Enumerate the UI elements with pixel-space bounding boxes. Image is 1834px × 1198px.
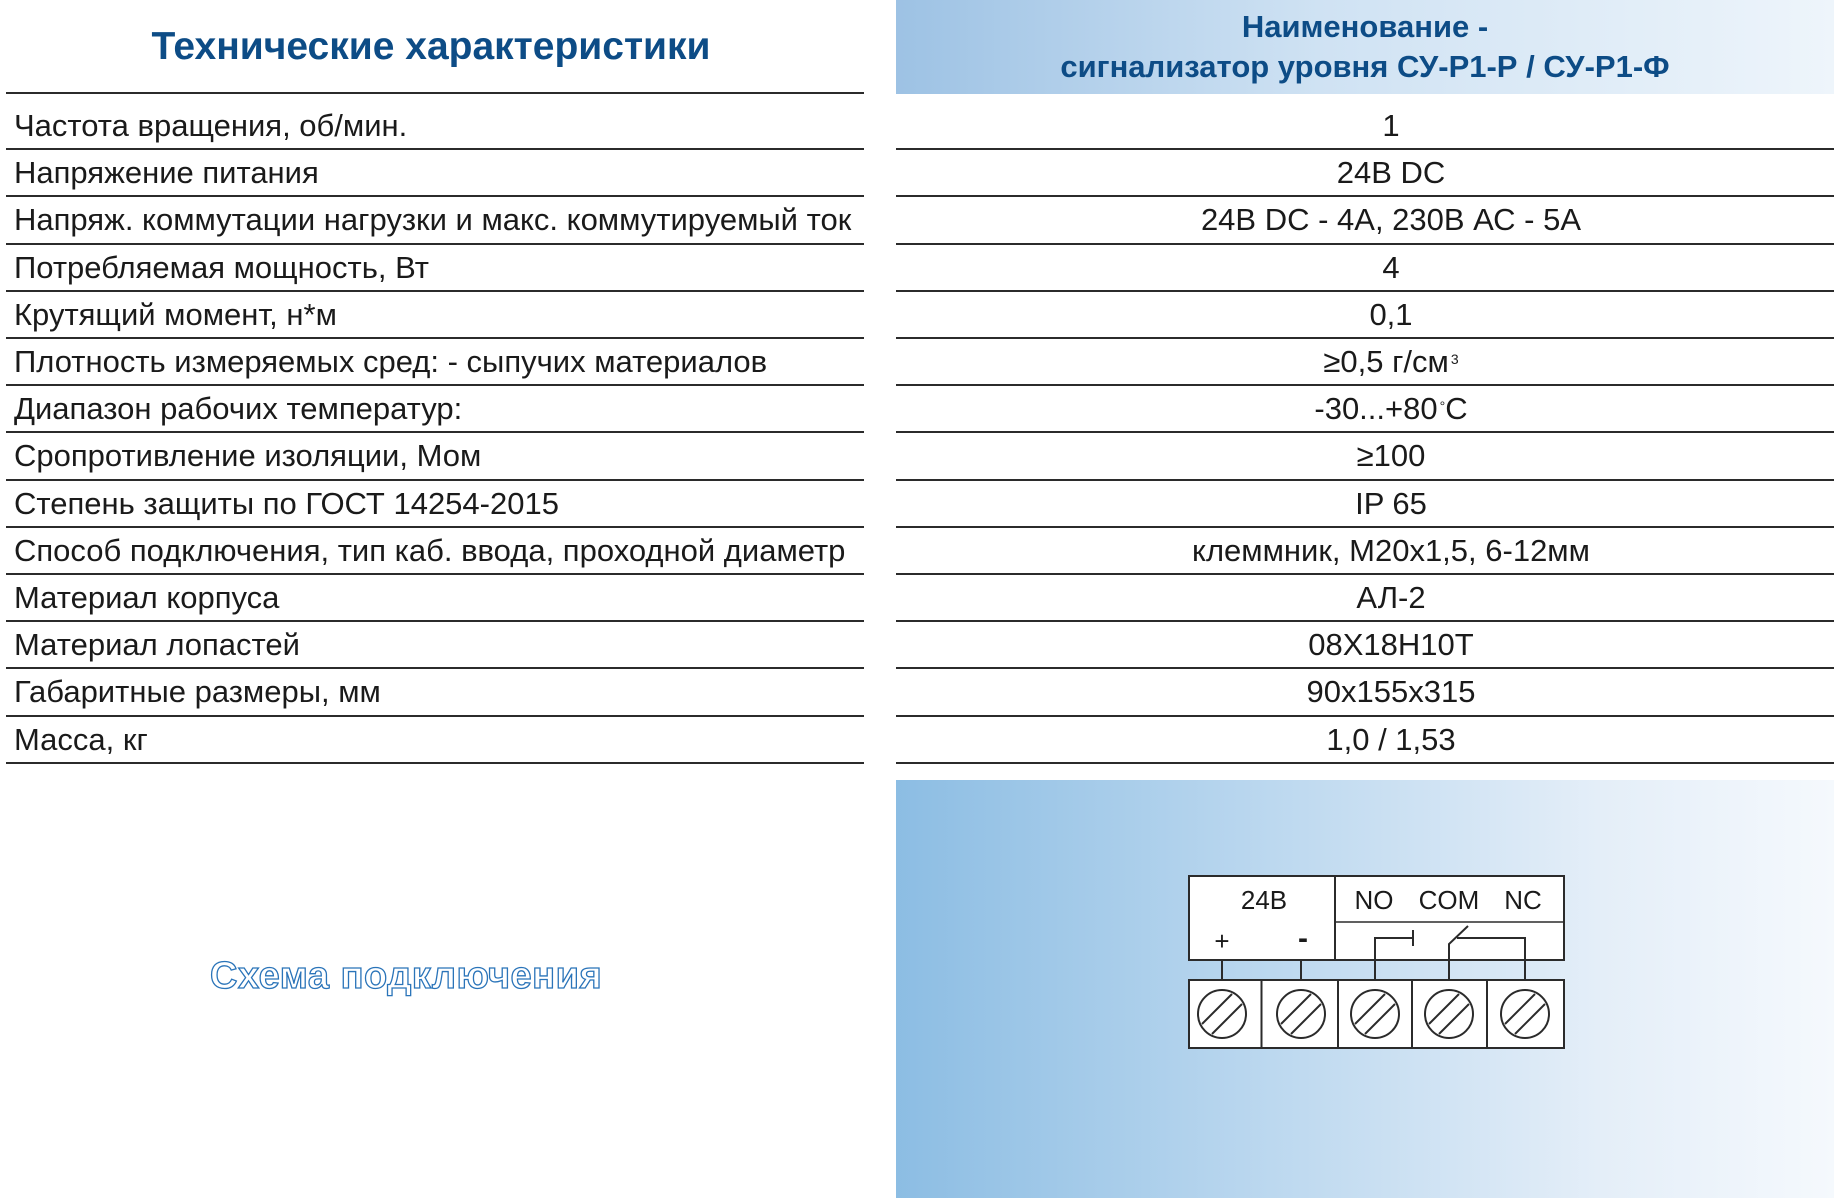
no-label: NO — [1354, 885, 1394, 915]
power-label: 24В — [1240, 885, 1288, 915]
terminal-screw — [1198, 990, 1246, 1038]
spec-value-text: 1 — [1382, 108, 1400, 143]
spec-label: Степень защиты по ГОСТ 14254-2015 — [14, 485, 559, 521]
spec-label: Сропротивление изоляции, Мом — [14, 438, 482, 474]
product-name-line1: Наименование - — [1241, 9, 1489, 44]
spec-value-suffix: С — [1445, 391, 1468, 427]
spec-value — [896, 480, 1834, 527]
spec-value — [896, 621, 1834, 668]
spec-label: Плотность измеряемых сред: - сыпучих материалов — [14, 344, 768, 379]
spec-label: Частота вращения, об/мин. — [14, 108, 408, 143]
spec-value — [896, 196, 1834, 243]
row-divider-right — [896, 762, 1834, 764]
spec-value — [896, 385, 1834, 432]
wiring-diagram — [1185, 872, 1565, 1052]
spec-value-sup: 3 — [1450, 351, 1459, 367]
spec-label: Диапазон рабочих температур: — [14, 391, 463, 427]
spec-label: Напряж. коммутации нагрузки и макс. коммутируемый ток — [14, 202, 852, 238]
product-name-header — [896, 0, 1834, 94]
spec-value — [896, 716, 1834, 763]
spec-label: Потребляемая мощность, Вт — [14, 249, 429, 285]
row-divider-left — [6, 762, 864, 764]
plus-label: + — [1214, 926, 1230, 956]
spec-value-sup: ° — [1439, 398, 1446, 415]
spec-value-text: 0,1 — [1369, 296, 1413, 332]
spec-label: Крутящий момент, н*м — [14, 296, 337, 332]
terminal-screw — [1425, 990, 1473, 1038]
spec-value-text: 1,0 / 1,53 — [1326, 721, 1456, 757]
spec-value — [896, 244, 1834, 291]
spec-value — [896, 574, 1834, 621]
spec-value — [896, 432, 1834, 479]
spec-label: Габаритные размеры, мм — [14, 674, 381, 710]
spec-value — [896, 668, 1834, 715]
terminal-screw — [1351, 990, 1399, 1038]
spec-value-text: 24В DC - 4А, 230В АС - 5А — [1200, 202, 1582, 238]
spec-value-text: ≥100 — [1356, 438, 1426, 474]
spec-value — [896, 527, 1834, 574]
spec-value — [896, 291, 1834, 338]
terminal-screw — [1501, 990, 1549, 1038]
spec-value — [896, 102, 1834, 149]
spec-label: Масса, кг — [14, 721, 148, 757]
spec-label: Материал корпуса — [14, 580, 280, 615]
spec-value-text: ≥0,5 г/см — [1323, 344, 1449, 379]
terminal-screw — [1277, 990, 1325, 1038]
schema-title: Схема подключения — [210, 955, 603, 997]
spec-label: Напряжение питания — [14, 155, 319, 191]
spec-value-text: -30...+80 — [1314, 391, 1438, 427]
spec-value-text: клеммник, М20х1,5, 6-12мм — [1192, 532, 1590, 568]
minus-label: - — [1298, 922, 1308, 955]
spec-label: Материал лопастей — [14, 627, 300, 663]
nc-label: NC — [1504, 885, 1542, 915]
spec-value — [896, 149, 1834, 196]
spec-value-text: IP 65 — [1355, 485, 1427, 521]
table-top-rule — [6, 92, 864, 94]
com-label: COM — [1418, 885, 1480, 915]
spec-value — [896, 338, 1834, 385]
spec-value-text: 90х155х315 — [1306, 674, 1476, 710]
product-name-line2: сигнализатор уровня СУ-Р1-Р / СУ-Р1-Ф — [1060, 49, 1670, 84]
spec-section-title: Технические характеристики — [151, 25, 711, 68]
spec-value-text: 08Х18Н10Т — [1308, 627, 1474, 663]
spec-value-text: 24В DC — [1336, 155, 1446, 191]
spec-value-text: АЛ-2 — [1356, 580, 1426, 615]
spec-value-text: 4 — [1382, 249, 1400, 285]
spec-label: Способ подключения, тип каб. ввода, проходной диаметр — [14, 532, 846, 568]
